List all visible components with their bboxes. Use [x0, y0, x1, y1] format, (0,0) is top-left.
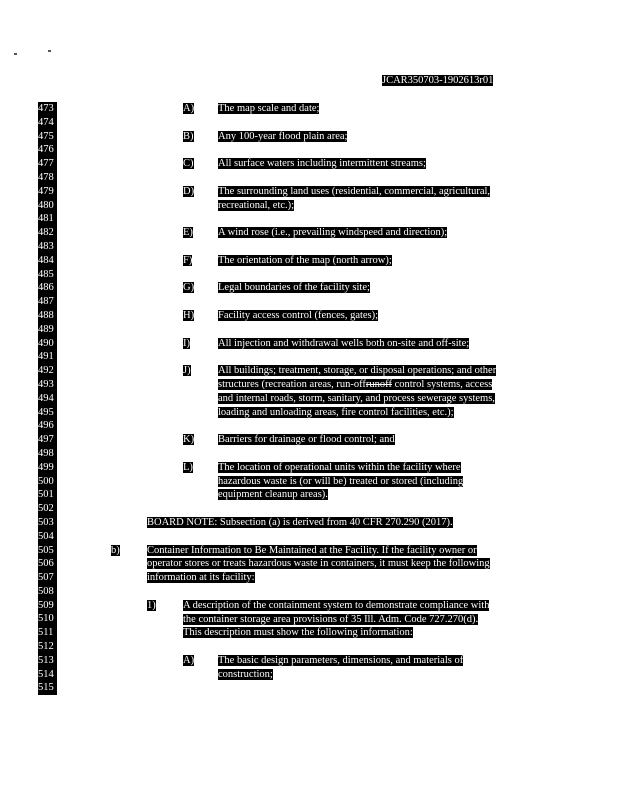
line-number: 495 — [38, 406, 57, 420]
line-number: 496 — [38, 419, 57, 433]
item-text-k: Barriers for drainage or flood control; and — [218, 434, 395, 446]
line-number: 508 — [38, 585, 57, 599]
line-number: 474 — [38, 116, 57, 130]
item-label-b: B) — [183, 130, 194, 142]
line-number: 507 — [38, 571, 57, 585]
item-text-i: All injection and withdrawal wells both on-site and off-site; — [218, 337, 470, 349]
subsection-1-text: A description of the containment system to demonstrate compliance with the container storage area provisions of 35 Ill. Adm. Code 727.270(d). This description must show the following information: — [183, 599, 490, 639]
line-number-column — [38, 102, 58, 695]
document-code-header: JCAR350703-1902613r01 — [382, 75, 494, 86]
item-text-h: Facility access control (fences, gates); — [218, 310, 379, 321]
line-number: 482 — [38, 226, 57, 240]
line-number: 513 — [38, 654, 57, 668]
section-b-label: b) — [111, 544, 120, 556]
item-text-f: The orientation of the map (north arrow); — [218, 254, 392, 266]
line-number: 506 — [38, 557, 57, 571]
line-number: 491 — [38, 350, 57, 364]
scan-speck — [14, 53, 17, 55]
line-number: 498 — [38, 447, 57, 461]
line-number: 489 — [38, 323, 57, 337]
line-number: 481 — [38, 212, 57, 226]
line-number: 473 — [38, 102, 57, 116]
item-label-j: J) — [183, 365, 191, 377]
item-label-f: F) — [183, 254, 193, 266]
subsection-1a-label: A) — [183, 655, 195, 666]
item-label-h: H) — [183, 310, 195, 321]
line-number: 501 — [38, 488, 57, 502]
item-label-a: A) — [183, 103, 195, 114]
line-number: 505 — [38, 544, 57, 558]
struck-text: runoff — [365, 378, 392, 390]
line-number: 479 — [38, 185, 57, 199]
line-number: 484 — [38, 254, 57, 268]
item-text-e: A wind rose (i.e., prevailing windspeed and direction); — [218, 227, 448, 239]
board-note: BOARD NOTE: Subsection (a) is derived from 40 CFR 270.290 (2017). — [147, 517, 453, 528]
line-number: 487 — [38, 295, 57, 309]
item-label-c: C) — [183, 158, 194, 170]
line-number: 477 — [38, 157, 57, 171]
line-number: 494 — [38, 392, 57, 406]
line-number: 500 — [38, 475, 57, 489]
item-label-d: D) — [183, 185, 195, 197]
item-text-c: All surface waters including intermittent streams; — [218, 158, 426, 170]
line-number: 488 — [38, 309, 57, 323]
item-label-k: K) — [183, 434, 195, 446]
item-text-d: The surrounding land uses (residential, commercial, agricultural, recreational, etc.); — [218, 185, 491, 211]
line-number: 483 — [38, 240, 57, 254]
section-b-text: Container Information to Be Maintained at the Facility. If the facility owner or operator stores or treats hazardous waste in containers, it must keep the following information at its facility: — [147, 544, 490, 584]
item-label-e: E) — [183, 227, 193, 239]
line-number: 499 — [38, 461, 57, 475]
line-number: 476 — [38, 143, 57, 157]
line-number: 510 — [38, 612, 57, 626]
item-label-l: L) — [183, 461, 193, 473]
line-number: 475 — [38, 130, 57, 144]
line-number: 490 — [38, 337, 57, 351]
item-label-g: G) — [183, 282, 195, 294]
line-number: 503 — [38, 516, 57, 530]
line-number: 497 — [38, 433, 57, 447]
line-number: 504 — [38, 530, 57, 544]
line-number: 486 — [38, 281, 57, 295]
line-number: 485 — [38, 268, 57, 282]
item-text-b: Any 100-year flood plain area; — [218, 130, 348, 142]
item-text-a: The map scale and date; — [218, 103, 320, 114]
subsection-1a-text: The basic design parameters, dimensions, and materials of construction; — [218, 655, 464, 680]
line-number: 502 — [38, 502, 57, 516]
subsection-1-label: 1) — [147, 599, 156, 611]
item-text-l: The location of operational units within the facility where hazardous waste is (or will be) treated or stored (including equipment cleanup areas). — [218, 461, 464, 501]
line-number: 478 — [38, 171, 57, 185]
line-number: 493 — [38, 378, 57, 392]
scan-speck — [48, 50, 51, 52]
line-number: 509 — [38, 599, 57, 613]
line-number: 511 — [38, 626, 57, 640]
item-text-j: All buildings; treatment, storage, or disposal operations; and other structures (recreation areas, run-offrunoff control systems, access and internal roads, storm, sanitary, and process sewerage systems, loading and unloading areas, fire control facilities, etc.); — [218, 365, 497, 418]
item-text-g: Legal boundaries of the facility site; — [218, 282, 370, 294]
line-number: 492 — [38, 364, 57, 378]
item-label-i: I) — [183, 337, 190, 349]
line-number: 512 — [38, 640, 57, 654]
line-number: 515 — [38, 681, 57, 695]
line-number: 480 — [38, 199, 57, 213]
line-number: 514 — [38, 668, 57, 682]
